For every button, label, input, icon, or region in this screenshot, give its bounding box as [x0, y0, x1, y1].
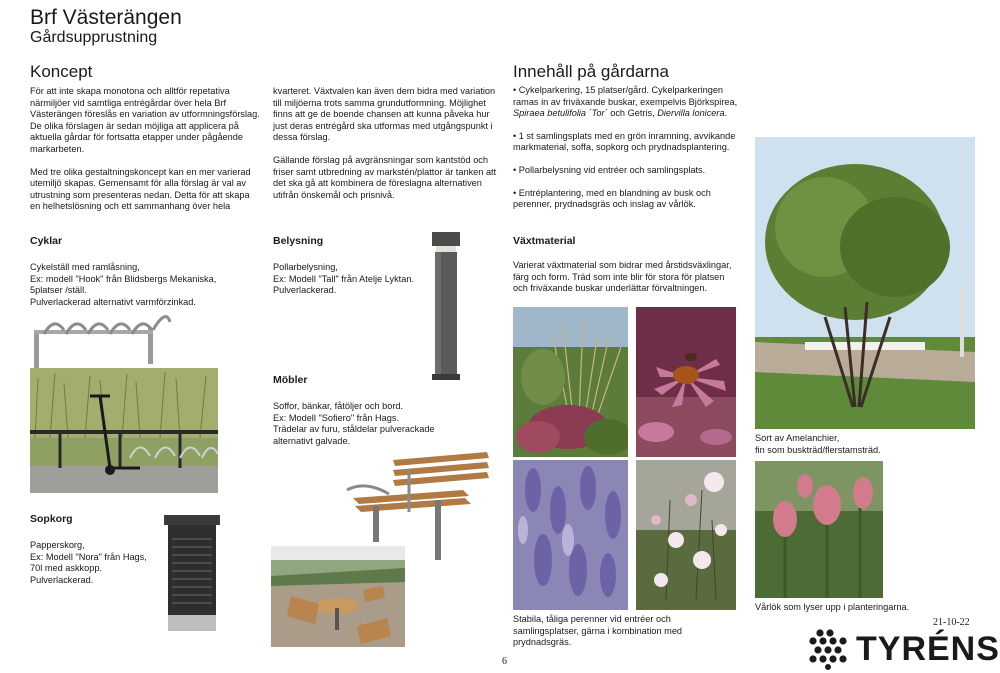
- content-bullet: • 1 st samlingsplats med en grön inramning, avvikande markmaterial, soffa, sopkorg och prydnadsplantering.: [513, 130, 736, 153]
- tyrens-logo-text: TYRÉNS: [856, 630, 1000, 668]
- page-subtitle: Gårdsupprustning: [30, 29, 158, 46]
- tree-caption: Sort av Amelanchier, fin som buskträd/flerstamsträd.: [755, 433, 881, 455]
- mobler-heading: Möbler: [273, 374, 308, 386]
- vaxtmaterial-heading: Växtmaterial: [513, 235, 576, 247]
- bike-rack-photo: [30, 368, 218, 493]
- concept-column-2: [273, 86, 505, 212]
- mobler-text: Soffor, bänkar, fåtöljer och bord. Ex: Modell "Sofiero" från Hags. Trädelar av furu, ståldelar pulverackade alternativt galvade.: [273, 401, 435, 446]
- content-bullet-list: [513, 85, 748, 222]
- document-date: 21-10-22: [933, 617, 970, 628]
- page-title: Brf Västerängen: [30, 6, 182, 29]
- cyklar-text: Cykelställ med ramlåsning, Ex: modell "Hook" från Blidsbergs Mekaniska, 5platser /ställ. Pulverlackerad alternativt varmförzinkad.: [30, 262, 217, 307]
- bike-rack-product-image: [30, 308, 180, 368]
- tulips-photo: [755, 461, 883, 598]
- tulips-caption: Vårlök som lyser upp i planteringarna.: [755, 602, 910, 612]
- grasses-planting-photo: [513, 307, 628, 457]
- vaxtmaterial-text: Varierat växtmaterial som bidrar med årstidsväxlingar, färg och form. Träd som inte blir för stora för platsen och friväxande buskar underlättar förvaltningen.: [513, 260, 732, 294]
- concept-paragraph: För att inte skapa monotona och alltför repetativa närmiljöer vid samtliga entrégårdar över hela Brf Västerängen föreslås en variation av utformningsförslag. De olika förslagen är sedan möjliga att applicera på aktuella gårdar för fortsatta etapper under pågående markarbeten.: [30, 86, 260, 154]
- cyklar-heading: Cyklar: [30, 235, 63, 247]
- belysning-text: Pollarbelysning, Ex: Modell "Tall" från Atelje Lyktan. Pulverlackerad.: [273, 262, 414, 296]
- content-heading: Innehåll på gårdarna: [513, 62, 669, 81]
- seating-area-photo: [271, 546, 405, 647]
- catmint-photo: [513, 460, 628, 610]
- belysning-heading: Belysning: [273, 235, 324, 247]
- trash-bin-product-image: [162, 515, 222, 633]
- concept-paragraph: kvarteret. Växtvalen kan även dem bidra med variation till miljöerna trots samma grundutformning. Möjlighet finns att ge de boende chansen att kunna påveka hur just deras entrégård ska utformas med utgångspunkt i dessa förslag.: [273, 86, 496, 143]
- concept-paragraph: Med tre olika gestaltningskoncept kan en mer varierad utemiljö skapas. Gemensamt för alla förslag är val av utrustning som presenteras nedan. Detta för att skapa en helhetslösning och ett sammanhang över hela: [30, 166, 251, 212]
- content-bullet: • Pollarbelysning vid entréer och samlingsplats.: [513, 164, 706, 175]
- sopkorg-heading: Sopkorg: [30, 513, 73, 525]
- concept-column-1: [30, 86, 262, 224]
- sopkorg-text: Papperskorg, Ex: Modell "Nora" från Hags, 70l med askkopp. Pulverlackerad.: [30, 540, 147, 585]
- concept-paragraph: Gällande förslag på avgränsningar som kantstöd och friser samt utbredning av markstén/plattor är tanken att det ska gå att kombinera de föreslagna alternativen utifrån önskemål och prisnivå.: [273, 154, 497, 200]
- echinacea-photo: [636, 307, 736, 457]
- concept-heading: Koncept: [30, 62, 93, 81]
- bollard-light-product-image: [428, 232, 464, 380]
- page-number: 6: [502, 656, 507, 667]
- content-bullet: • Entréplantering, med en blandning av busk och perenner, prydnadsgräs och inslag av vårlök.: [513, 187, 711, 210]
- content-bullet: • Cykelparkering, 15 platser/gård. Cykelparkeringen ramas in av friväxande buskar, exempelvis Björkspirea, Spiraea betulifolia ´Tor´ och Getris, Diervilla lonicera.: [513, 85, 738, 119]
- tyrens-logo: [808, 628, 1000, 670]
- tyrens-dots-logo-icon: [808, 628, 850, 670]
- perennials-caption: Stabila, tåliga perenner vid entréer och samlingsplatser, gärna i kombination med prydnadsgräs.: [513, 614, 683, 648]
- anemone-photo: [636, 460, 736, 610]
- amelanchier-tree-photo: [755, 137, 975, 429]
